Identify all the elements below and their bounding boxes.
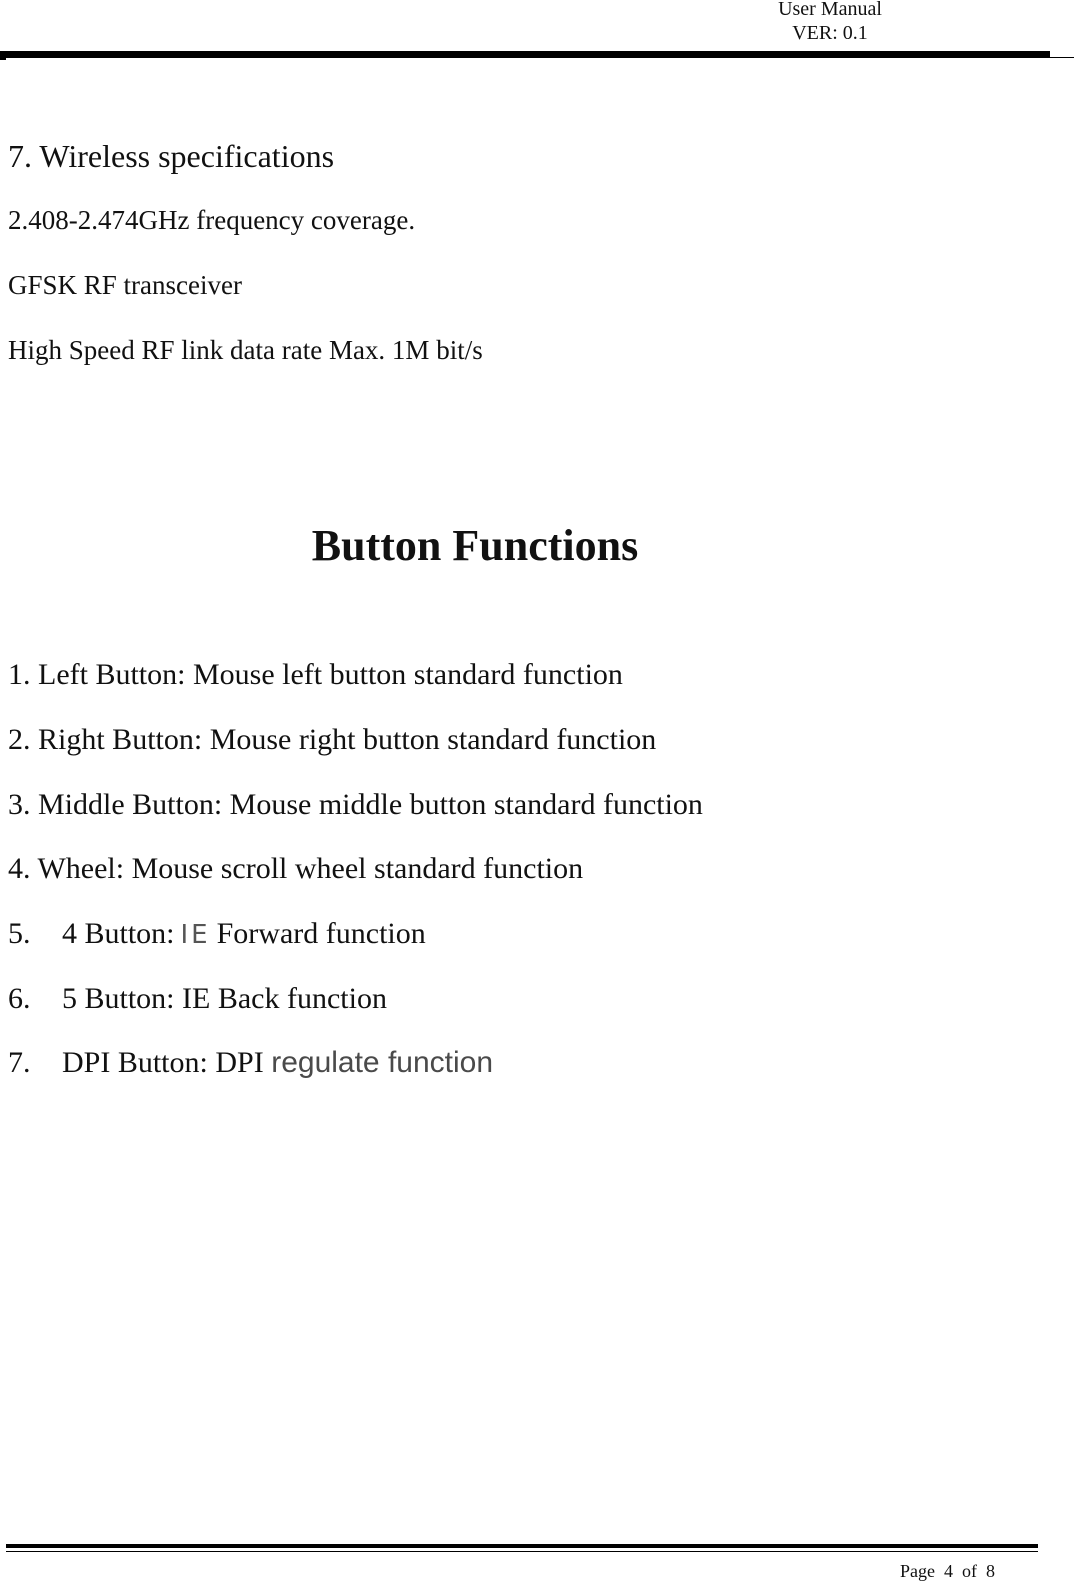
header-title: User Manual — [778, 0, 882, 20]
header-rule — [0, 51, 1050, 58]
wireless-spec-data-rate: High Speed RF link data rate Max. 1M bit/s — [8, 335, 483, 365]
header-rule-tick — [0, 58, 6, 60]
item-text: 5 Button: IE Back function — [62, 982, 387, 1015]
button-item-wheel: 4. Wheel: Mouse scroll wheel standard function — [8, 852, 584, 885]
item-prefix: DPI Button: DPI — [62, 1046, 264, 1079]
wireless-spec-transceiver: GFSK RF transceiver — [8, 270, 242, 300]
button-item-left: 1. Left Button: Mouse left button standard function — [8, 658, 623, 691]
button-item-middle: 3. Middle Button: Mouse middle button standard function — [8, 788, 703, 821]
wireless-spec-frequency: 2.408-2.474GHz frequency coverage. — [8, 205, 416, 235]
header-version: VER: 0.1 — [792, 22, 868, 44]
button-functions-heading: Button Functions — [311, 521, 639, 570]
item-ie-label: IE — [180, 920, 211, 950]
item-number: 5. — [8, 917, 31, 950]
item-number: 6. — [8, 982, 31, 1015]
footer-rule — [6, 1544, 1038, 1548]
item-prefix: 4 Button: — [62, 917, 175, 950]
button-item-5-button — [8, 981, 387, 1017]
button-item-4-button — [8, 916, 426, 953]
header-rule-extension — [1050, 57, 1074, 58]
button-item-dpi — [8, 1045, 493, 1081]
footer-rule-thin — [6, 1551, 1038, 1552]
item-number: 7. — [8, 1046, 31, 1079]
button-item-right: 2. Right Button: Mouse right button standard function — [8, 723, 657, 756]
item-rest: regulate function — [271, 1046, 494, 1079]
wireless-section-title: 7. Wireless specifications — [8, 138, 335, 174]
page-number: Page 4 of 8 — [900, 1561, 995, 1581]
item-rest: Forward function — [216, 917, 426, 950]
